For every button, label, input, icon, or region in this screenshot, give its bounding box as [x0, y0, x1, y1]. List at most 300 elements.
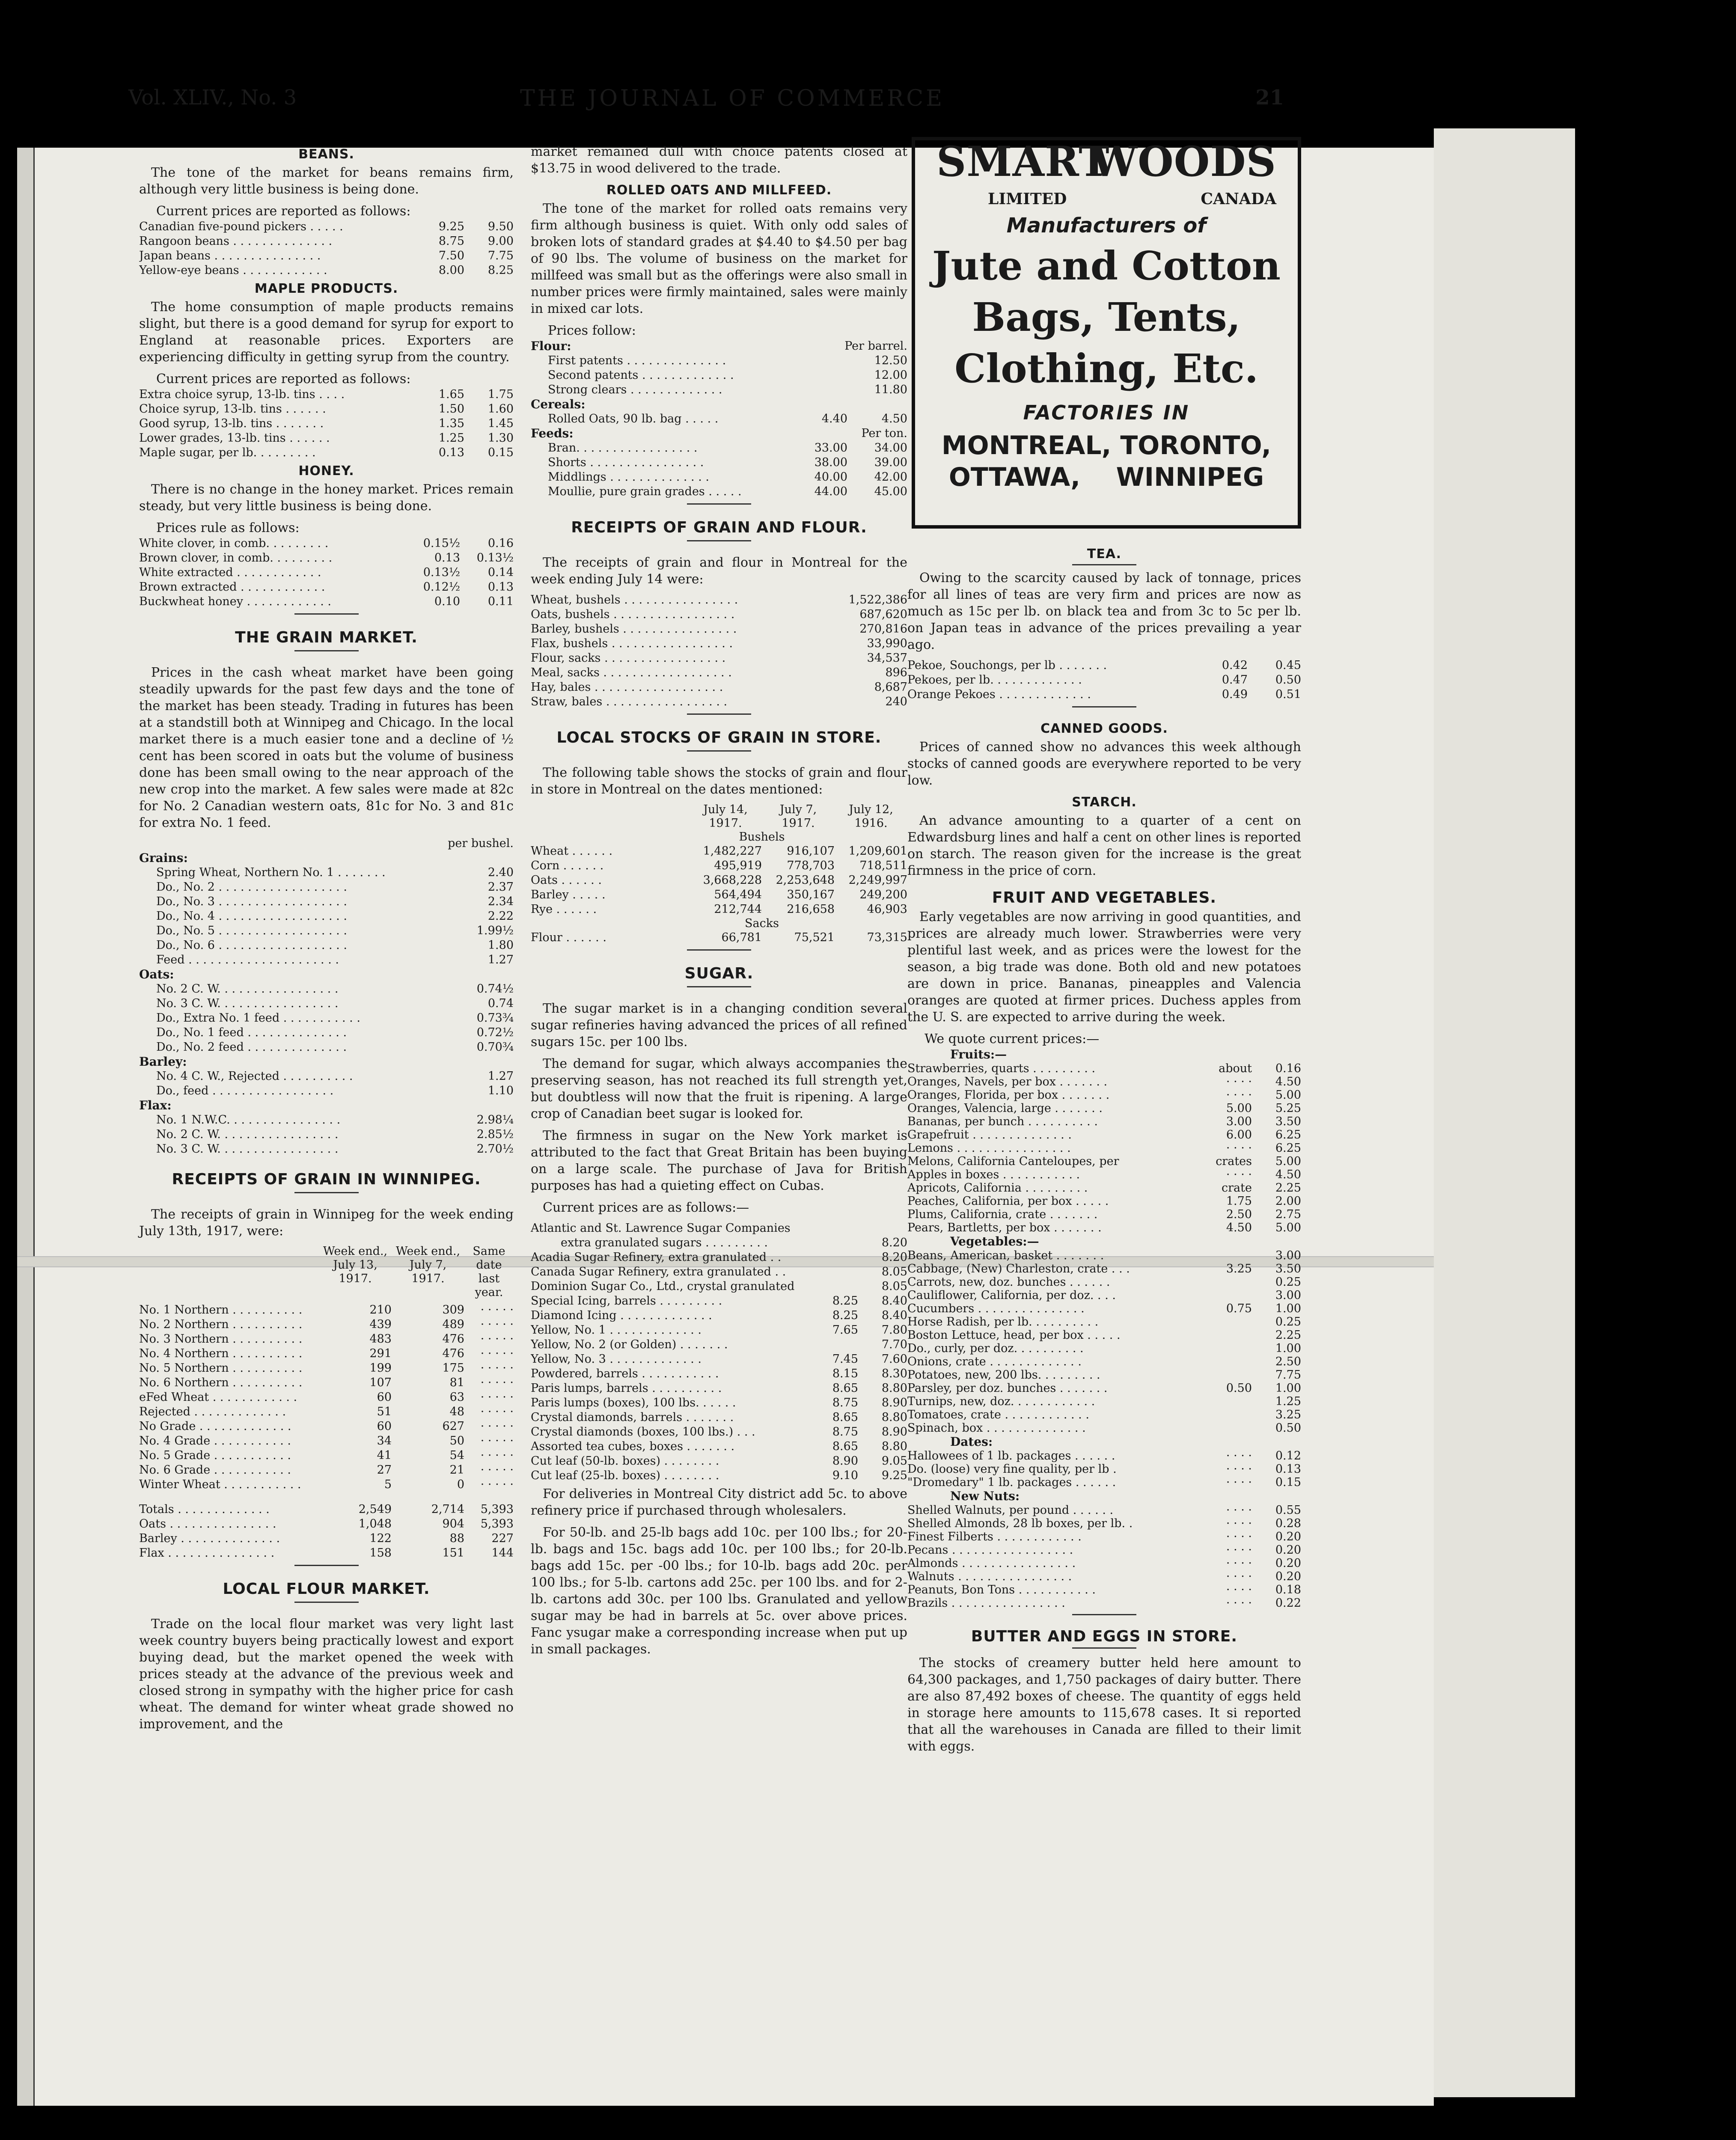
price-high: 2.25 — [1275, 1329, 1301, 1342]
price-label: No. 3 C. W. . . . . . . . . . . . . . . . . — [156, 1142, 339, 1156]
table-label: No. 3 Northern . . . . . . . . . . — [139, 1332, 303, 1346]
table-label: No. 5 Grade . . . . . . . . . . . — [139, 1449, 291, 1462]
price-row — [907, 1530, 1301, 1543]
table-cell: 122 — [369, 1532, 392, 1545]
price-low — [798, 368, 847, 383]
table-label: No. 1 Northern . . . . . . . . . . — [139, 1303, 303, 1317]
table-cell: 144 — [491, 1546, 514, 1560]
table-row — [139, 1332, 514, 1346]
price-label: Peaches, California, per box . . . . . — [907, 1195, 1109, 1208]
ad-factories: FACTORIES IN — [1023, 401, 1190, 424]
price-low: crates — [1216, 1155, 1252, 1168]
price-value: 0.74 — [488, 997, 514, 1010]
stocks-flour-label: Flour . . . . . . — [531, 931, 606, 944]
price-low: 0.13½ — [423, 566, 460, 579]
table-cell: 904 — [442, 1517, 464, 1531]
sugar-note: For deliveries in Montreal City district add 5c. to above refinery price if purchased through wholesalers. — [531, 1486, 907, 1518]
price-low: · · · · — [1226, 1168, 1252, 1181]
price-label: No. 2 C. W. . . . . . . . . . . . . . . . . — [156, 982, 339, 996]
price-row — [139, 880, 514, 895]
price-label: Brazils . . . . . . . . . . . . . . . . — [907, 1596, 1065, 1610]
divider — [294, 613, 359, 615]
price-high: 0.25 — [1275, 1315, 1301, 1329]
price-value: 2.98¼ — [476, 1113, 514, 1126]
table-cell: 210 — [369, 1303, 392, 1317]
tea-price-list — [907, 658, 1301, 702]
table-row — [139, 1361, 514, 1376]
price-high: 0.16 — [1275, 1062, 1301, 1075]
price-row — [139, 895, 514, 909]
price-high: 0.50 — [1275, 1421, 1301, 1435]
divider — [687, 503, 751, 505]
price-row — [907, 1557, 1301, 1570]
price-label: White extracted . . . . . . . . . . . . — [139, 566, 321, 579]
local-flour-paragraph: Trade on the local flour market was very light last week country buyers being practically lowest and export buying dead, but the market opened the week with prices steady at the advance of the previous week and closed strong in sympathy with the higher price for cash wheat. The demand for winter wheat grade showed no improvement, and the — [139, 1617, 514, 1732]
price-label: Lower grades, 13-lb. tins . . . . . . — [139, 431, 330, 445]
flour-subhead: Flour: — [531, 339, 571, 353]
price-row — [531, 1236, 907, 1250]
price-label: Shelled Almonds, 28 lb boxes, per lb. . — [907, 1517, 1133, 1530]
price-high: 1.00 — [1275, 1342, 1301, 1355]
price-label: Do., No. 6 . . . . . . . . . . . . . . . . . . — [156, 939, 347, 952]
table-cell: · · · · · — [480, 1376, 514, 1389]
price-high: 8.30 — [881, 1367, 907, 1380]
price-low: 33.00 — [814, 441, 847, 455]
grain-unit-row — [139, 836, 514, 851]
table-label: No. 4 Northern . . . . . . . . . . — [139, 1347, 303, 1360]
price-high: 6.25 — [1275, 1141, 1301, 1155]
table-label: Rye . . . . . . — [531, 903, 597, 916]
section-title-local-stocks: LOCAL STOCKS OF GRAIN IN STORE. — [556, 729, 882, 746]
page-number: 21 — [1255, 86, 1284, 110]
price-label: Carrots, new, doz. bunches . . . . . . — [907, 1275, 1110, 1289]
table-cell: 88 — [449, 1532, 464, 1545]
winnipeg-col-1: Week end., July 13, 1917. — [323, 1245, 388, 1285]
price-label: Lemons . . . . . . . . . . . . . . . . — [907, 1141, 1071, 1155]
price-label: Apricots, California . . . . . . . . . — [907, 1181, 1088, 1195]
price-label: Canadian five-pound pickers . . . . . — [139, 220, 343, 233]
price-low: 2.50 — [1226, 1208, 1252, 1221]
table-cell: 476 — [442, 1347, 464, 1360]
price-low: 40.00 — [814, 470, 847, 484]
price-high: 0.51 — [1275, 688, 1301, 701]
grain-price-list — [139, 851, 514, 1156]
price-row — [907, 1102, 1301, 1115]
grain-group-heading: Flax: — [139, 1098, 172, 1112]
winnipeg-table — [139, 1303, 514, 1492]
price-label: Second patents . . . . . . . . . . . . . — [548, 369, 734, 382]
butter-paragraph: The stocks of creamery butter held here amount to 64,300 packages, and 1,750 packages of dairy butter. There are also 87,492 boxes of cheese. The quantity of eggs held in storage here amounts to 115,678 cases. It si reported that all the warehouses in Canada are filled to their limit with eggs. — [907, 1656, 1301, 1754]
table-row — [139, 1517, 514, 1531]
table-cell: 718,511 — [859, 859, 907, 872]
price-high: 2.25 — [1275, 1181, 1301, 1195]
section-title-sugar: SUGAR. — [684, 965, 754, 982]
price-label: Do. (loose) very fine quality, per lb . — [907, 1462, 1117, 1476]
price-low — [809, 1250, 858, 1265]
price-label: No. 4 C. W., Rejected . . . . . . . . . . — [156, 1070, 353, 1083]
price-high: 1.75 — [488, 388, 514, 401]
stocks-col-1: July 14, 1917. — [703, 803, 748, 830]
price-label: Strong clears . . . . . . . . . . . . . — [548, 383, 722, 396]
price-label: Extra choice syrup, 13-lb. tins . . . . — [139, 388, 345, 401]
price-label: Straw, bales . . . . . . . . . . . . . . . . . — [531, 695, 728, 708]
price-row — [531, 354, 907, 368]
price-low: 0.12½ — [423, 580, 460, 594]
price-high: 0.22 — [1275, 1596, 1301, 1610]
journal-title: THE JOURNAL OF COMMERCE — [520, 86, 945, 111]
price-low: · · · · — [1226, 1530, 1252, 1543]
produce-group-heading: Vegetables:— — [950, 1234, 1039, 1248]
table-cell: 2,549 — [358, 1503, 392, 1516]
section-title-rolled-oats: ROLLED OATS AND MILLFEED. — [606, 183, 832, 198]
price-row — [139, 565, 514, 580]
divider — [687, 540, 751, 541]
section-title-fruit: FRUIT AND VEGETABLES. — [992, 889, 1217, 907]
table-cell: 5 — [384, 1478, 392, 1491]
price-row — [907, 1289, 1301, 1302]
price-high: 0.11 — [488, 595, 514, 608]
table-cell: · · · · · — [480, 1449, 514, 1462]
honey-paragraph: There is no change in the honey market. Prices remain steady, but very little business is being done. — [139, 482, 514, 514]
price-high: 12.50 — [874, 354, 907, 367]
price-low: 1.35 — [438, 417, 464, 430]
price-label: Turnips, new, doz. . . . . . . . . . . . — [907, 1395, 1095, 1408]
table-label: Wheat . . . . . . — [531, 844, 613, 858]
price-low: · · · · — [1226, 1543, 1252, 1557]
table-label: No. 6 Grade . . . . . . . . . . . — [139, 1463, 291, 1477]
price-low — [1203, 1368, 1252, 1382]
price-label: Potatoes, new, 200 lbs. . . . . . . . . — [907, 1368, 1100, 1382]
price-row — [907, 1128, 1301, 1141]
stocks-paragraph: The following table shows the stocks of grain and flour in store in Montreal on the dates mentioned: — [531, 765, 907, 797]
price-label: Diamond Icing . . . . . . . . . . . . . — [531, 1309, 712, 1322]
price-label: Almonds . . . . . . . . . . . . . . . . — [907, 1557, 1076, 1570]
table-row — [139, 1390, 514, 1405]
price-high: 8.80 — [881, 1411, 907, 1424]
price-low: 1.25 — [438, 431, 464, 445]
price-high: 7.80 — [881, 1323, 907, 1337]
price-low: 8.75 — [832, 1425, 858, 1439]
price-high: 0.13 — [1275, 1462, 1301, 1476]
price-row — [531, 695, 907, 709]
price-row — [531, 1308, 907, 1323]
price-value: 1.27 — [488, 953, 514, 966]
price-label: Pears, Bartletts, per box . . . . . . . — [907, 1221, 1102, 1234]
price-label: Shorts . . . . . . . . . . . . . . . . — [548, 456, 704, 469]
table-cell: 778,703 — [787, 859, 835, 872]
table-row — [531, 902, 907, 917]
table-cell: 151 — [442, 1546, 464, 1560]
price-row — [531, 666, 907, 680]
table-cell: · · · · · — [480, 1303, 514, 1317]
price-value: 2.37 — [488, 880, 514, 894]
table-cell: · · · · · — [480, 1361, 514, 1375]
price-row — [907, 1062, 1301, 1075]
price-low: 0.49 — [1222, 688, 1248, 701]
table-row — [139, 1346, 514, 1361]
price-label: Oranges, Valencia, large . . . . . . . — [907, 1102, 1103, 1115]
price-value: 896 — [885, 666, 907, 679]
table-row — [139, 1434, 514, 1448]
price-label: Wheat, bushels . . . . . . . . . . . . . . . . — [531, 593, 738, 606]
price-row — [907, 1262, 1301, 1275]
sugar-paragraphs — [531, 1000, 907, 1216]
price-high: 39.00 — [874, 456, 907, 469]
per-ton: Per ton. — [861, 427, 907, 440]
table-cell: 158 — [369, 1546, 392, 1560]
price-label: Rolled Oats, 90 lb. bag . . . . . — [548, 412, 719, 425]
table-cell: 50 — [449, 1434, 464, 1447]
maple-intro: Current prices are reported as follows: — [156, 372, 411, 386]
price-label: Assorted tea cubes, boxes . . . . . . . — [531, 1440, 735, 1453]
price-row — [907, 1355, 1301, 1368]
flour-continued: market remained dull with choice patents closed at $13.75 in wood delivered to the trade. — [531, 144, 907, 176]
price-low: 8.65 — [832, 1382, 858, 1395]
price-value: 33,990 — [867, 637, 907, 650]
price-low: · · · · — [1226, 1075, 1252, 1088]
price-row — [907, 1476, 1301, 1489]
price-high: 1.25 — [1275, 1395, 1301, 1408]
price-low: 9.25 — [438, 220, 464, 233]
table-cell: · · · · · — [480, 1405, 514, 1418]
honey-price-list — [139, 536, 514, 609]
price-low — [1203, 1408, 1252, 1421]
price-row — [139, 865, 514, 880]
price-label: Hay, bales . . . . . . . . . . . . . . . . . . — [531, 681, 723, 694]
price-value: 1.10 — [488, 1084, 514, 1097]
divider — [687, 713, 751, 715]
price-row — [907, 1382, 1301, 1395]
price-row — [139, 580, 514, 594]
price-high: 9.00 — [488, 235, 514, 248]
price-row — [531, 1381, 907, 1396]
price-label: Do., feed . . . . . . . . . . . . . . . . . — [156, 1084, 334, 1097]
price-high: 8.40 — [881, 1294, 907, 1308]
price-label: Do., No. 1 feed . . . . . . . . . . . . . . — [156, 1026, 347, 1039]
price-label: Barley, bushels . . . . . . . . . . . . . . . . — [531, 622, 737, 636]
price-row — [907, 1462, 1301, 1476]
price-value: 2.22 — [488, 910, 514, 923]
table-row — [139, 1303, 514, 1317]
price-row — [531, 441, 907, 455]
price-row — [139, 1025, 514, 1040]
divider — [687, 750, 751, 752]
table-cell: 21 — [449, 1463, 464, 1477]
price-value: 687,620 — [859, 608, 907, 621]
feeds-head-row — [531, 426, 907, 441]
price-label: Oranges, Navels, per box . . . . . . . — [907, 1075, 1108, 1088]
beans-intro: Current prices are reported as follows: — [156, 204, 411, 219]
price-low — [1203, 1342, 1252, 1355]
price-row — [907, 1517, 1301, 1530]
price-low: 4.50 — [1226, 1221, 1252, 1234]
price-label: No. 2 C. W. . . . . . . . . . . . . . . . . — [156, 1128, 339, 1141]
price-high: 3.25 — [1275, 1408, 1301, 1421]
price-row — [907, 673, 1301, 687]
ad-woods: WOODS — [1091, 137, 1276, 186]
price-low: 0.15½ — [423, 537, 460, 550]
price-row — [531, 1425, 907, 1439]
price-label: Do., No. 2 . . . . . . . . . . . . . . . . . . — [156, 880, 347, 894]
smart-woods-advertisement — [912, 137, 1301, 529]
table-cell: · · · · · — [480, 1434, 514, 1447]
price-row — [531, 593, 907, 607]
price-label: Maple sugar, per lb. . . . . . . . . — [139, 446, 316, 459]
price-row — [531, 1454, 907, 1468]
table-label: Barley . . . . . — [531, 888, 606, 901]
price-high: 2.00 — [1275, 1195, 1301, 1208]
price-row — [907, 1275, 1301, 1289]
price-label: Peanuts, Bon Tons . . . . . . . . . . . — [907, 1583, 1096, 1596]
price-low: · · · · — [1226, 1517, 1252, 1530]
table-cell: 1,209,601 — [848, 844, 907, 858]
price-row — [139, 416, 514, 431]
price-label: Cauliflower, California, per doz. . . . — [907, 1289, 1116, 1302]
price-high: 8.90 — [881, 1425, 907, 1439]
price-high: 11.80 — [874, 383, 907, 396]
section-title-grain-market: THE GRAIN MARKET. — [235, 629, 418, 646]
price-row — [139, 594, 514, 609]
adjacent-page-edge — [1434, 128, 1575, 2097]
price-value: 1.99½ — [476, 924, 514, 937]
grain-group-heading: Barley: — [139, 1055, 187, 1069]
price-label: Yellow, No. 2 (or Golden) . . . . . . . — [531, 1338, 728, 1351]
price-low: 8.00 — [438, 264, 464, 277]
table-cell: 81 — [449, 1376, 464, 1389]
section-title-winnipeg: RECEIPTS OF GRAIN IN WINNIPEG. — [172, 1171, 481, 1188]
price-high: 0.13½ — [476, 551, 514, 565]
price-value: 8,687 — [874, 681, 907, 694]
price-row — [907, 1075, 1301, 1088]
table-cell: 199 — [369, 1361, 392, 1375]
section-title-starch: STARCH. — [1072, 795, 1137, 810]
price-row — [531, 622, 907, 636]
price-label: Walnuts . . . . . . . . . . . . . . . . — [907, 1570, 1072, 1583]
price-row — [531, 1468, 907, 1483]
section-title-maple: MAPLE PRODUCTS. — [254, 281, 398, 296]
receipts-list — [531, 593, 907, 709]
beans-price-list — [139, 220, 514, 278]
canned-paragraph: Prices of canned show no advances this week although stocks of canned goods are everywhere reported to be very low. — [907, 740, 1301, 788]
table-cell: 5,393 — [480, 1517, 514, 1531]
price-label: Do., No. 5 . . . . . . . . . . . . . . . . . . — [156, 924, 347, 937]
table-cell: 2,253,648 — [776, 874, 835, 887]
sugar-price-list — [531, 1236, 907, 1483]
price-row — [139, 446, 514, 460]
grain-unit: per bushel. — [448, 837, 514, 850]
price-label: Grapefruit . . . . . . . . . . . . . . — [907, 1128, 1072, 1141]
price-low: · · · · — [1226, 1583, 1252, 1596]
price-row — [139, 234, 514, 249]
price-label: Brown extracted . . . . . . . . . . . . — [139, 580, 325, 594]
price-label: Paris lumps (boxes), 100 lbs. . . . . . — [531, 1396, 736, 1409]
price-label: Crystal diamonds, barrels . . . . . . . — [531, 1411, 734, 1424]
produce-group-heading: New Nuts: — [950, 1489, 1020, 1503]
price-row — [531, 636, 907, 651]
price-low: 8.75 — [832, 1396, 858, 1409]
table-cell: · · · · · — [480, 1420, 514, 1433]
divider — [294, 650, 359, 651]
ad-logo — [919, 137, 1293, 209]
price-row — [531, 607, 907, 622]
table-label: Winter Wheat . . . . . . . . . . . — [139, 1478, 301, 1491]
price-row — [907, 1115, 1301, 1128]
price-low: 3.25 — [1226, 1262, 1252, 1275]
beans-paragraph: The tone of the market for beans remains firm, although very little business is being done. — [139, 165, 514, 197]
price-low: 0.42 — [1222, 659, 1248, 672]
price-label: Do., Extra No. 1 feed . . . . . . . . . . . — [156, 1011, 360, 1025]
rolled-oats-paragraph: The tone of the market for rolled oats remains very firm although business is quiet. With only odd sales of broken lots of standard grades at $4.40 to $4.50 per bag of 90 lbs. The volume of business on the market for millfeed was small but as the offerings were also small in number prices were firmly maintained, sales were mainly in mixed car lots. — [531, 201, 907, 316]
price-high: 3.00 — [1275, 1289, 1301, 1302]
price-row — [907, 1088, 1301, 1102]
winnipeg-table-header — [139, 1245, 514, 1299]
price-high: 0.20 — [1275, 1557, 1301, 1570]
price-row — [907, 1329, 1301, 1342]
price-label: Do., curly, per doz. . . . . . . . . . — [907, 1342, 1084, 1355]
table-cell: 27 — [377, 1463, 392, 1477]
table-row — [139, 1546, 514, 1560]
price-low: 5.00 — [1226, 1102, 1252, 1115]
sugar-notes — [531, 1486, 907, 1658]
price-low: · · · · — [1226, 1570, 1252, 1583]
winnipeg-col-3: Same date last year. — [473, 1245, 505, 1299]
price-low — [1203, 1275, 1252, 1289]
stocks-flour-a: 66,781 — [721, 931, 762, 944]
price-row — [907, 1583, 1301, 1596]
price-label: Boston Lettuce, head, per box . . . . . — [907, 1329, 1121, 1342]
price-low — [1203, 1355, 1252, 1368]
price-high: 45.00 — [874, 485, 907, 498]
price-high: 2.50 — [1275, 1355, 1301, 1368]
price-low: · · · · — [1226, 1462, 1252, 1476]
table-cell: 489 — [442, 1318, 464, 1331]
sugar-first-line: Atlantic and St. Lawrence Sugar Companies — [531, 1222, 791, 1235]
price-label: Spinach, box . . . . . . . . . . . . . . — [907, 1421, 1086, 1435]
price-high: 8.05 — [881, 1280, 907, 1293]
table-cell: 54 — [449, 1449, 464, 1462]
price-low: 44.00 — [814, 485, 847, 498]
price-value: 0.74½ — [476, 982, 514, 996]
price-high: 7.75 — [1275, 1368, 1301, 1382]
page-header — [128, 86, 1284, 116]
price-low: · · · · — [1226, 1557, 1252, 1570]
price-low — [809, 1236, 858, 1250]
table-cell: 439 — [369, 1318, 392, 1331]
table-cell: 227 — [491, 1532, 514, 1545]
price-row — [907, 1596, 1301, 1610]
table-row — [139, 1405, 514, 1419]
price-row — [139, 953, 514, 967]
price-row — [139, 1011, 514, 1025]
price-row — [139, 1142, 514, 1156]
price-row — [531, 1338, 907, 1352]
ad-limited: LIMITED — [988, 190, 1067, 208]
price-row — [907, 1342, 1301, 1355]
price-high: 0.25 — [1275, 1275, 1301, 1289]
price-row — [907, 1221, 1301, 1234]
price-high: 9.50 — [488, 220, 514, 233]
price-label: Meal, sacks . . . . . . . . . . . . . . . . . . — [531, 666, 732, 679]
table-row — [531, 859, 907, 873]
price-high: 7.70 — [881, 1338, 907, 1351]
price-low — [809, 1279, 858, 1294]
price-row — [531, 1352, 907, 1367]
page-binding-edge — [17, 148, 35, 2106]
table-cell: 564,494 — [714, 888, 762, 901]
price-low: 9.10 — [832, 1469, 858, 1482]
price-label: Dominion Sugar Co., Ltd., crystal granulated — [531, 1280, 795, 1293]
table-cell: · · · · · — [480, 1332, 514, 1346]
